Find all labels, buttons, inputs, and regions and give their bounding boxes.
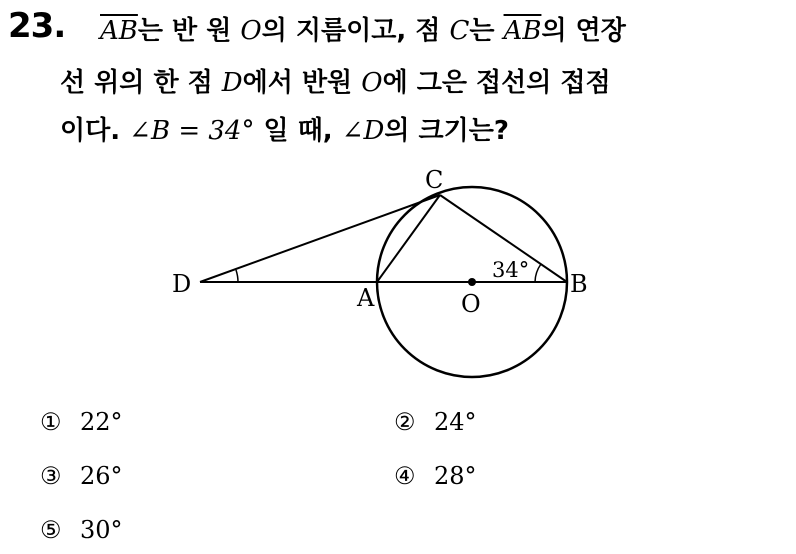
tangent-d-c [200,195,440,282]
choice-1[interactable] [40,408,123,436]
choice-number: ③ [40,462,62,490]
label-c: C [425,166,444,194]
center-point [468,278,476,286]
segment-ab: $\overline{AB}$ [503,16,542,46]
label-b: B [570,270,588,298]
angle-label-34: 34° [492,258,530,282]
choice-5[interactable] [40,516,123,544]
question-text: 의 크기는? [384,116,509,146]
angle-b-condition: ∠B = 34° [129,116,255,146]
point-c-ref: C [449,16,470,46]
choice-value: 26° [80,462,123,490]
label-a: A [357,284,375,312]
question-text: 일 때, [254,116,342,146]
choice-3[interactable] [40,462,123,490]
choice-4[interactable] [394,462,477,490]
question-text: 의 지름이고, 점 [261,16,450,46]
question-text: 선 위의 한 점 [60,68,222,98]
choice-value: 30° [80,516,123,544]
point-d-ref: D [221,68,243,98]
question-text: 는 반 원 [137,16,241,46]
question-number: 23. [8,6,66,46]
choice-number: ⑤ [40,516,62,544]
choice-value: 24° [434,408,477,436]
choice-number: ④ [394,462,416,490]
point-o-ref: O [361,68,383,98]
question-text: 는 [469,16,504,46]
angle-d-ref: ∠D [341,116,385,146]
choice-2[interactable] [394,408,477,436]
question-text: 이다. [60,116,130,146]
label-d: D [172,270,192,298]
angle-b-arc [535,264,541,282]
segment-ab: $\overline{AB}$ [100,16,138,46]
choice-number: ① [40,408,62,436]
choice-number: ② [394,408,416,436]
point-o-ref: O [240,16,262,46]
question-text: 에서 반원 [242,68,362,98]
question-text: 에 그은 접선의 접점 [382,68,611,98]
choice-value: 28° [434,462,477,490]
label-o: O [461,290,481,318]
choice-value: 22° [80,408,123,436]
angle-d-arc [236,270,238,282]
question-text: 의 연장 [541,16,626,46]
